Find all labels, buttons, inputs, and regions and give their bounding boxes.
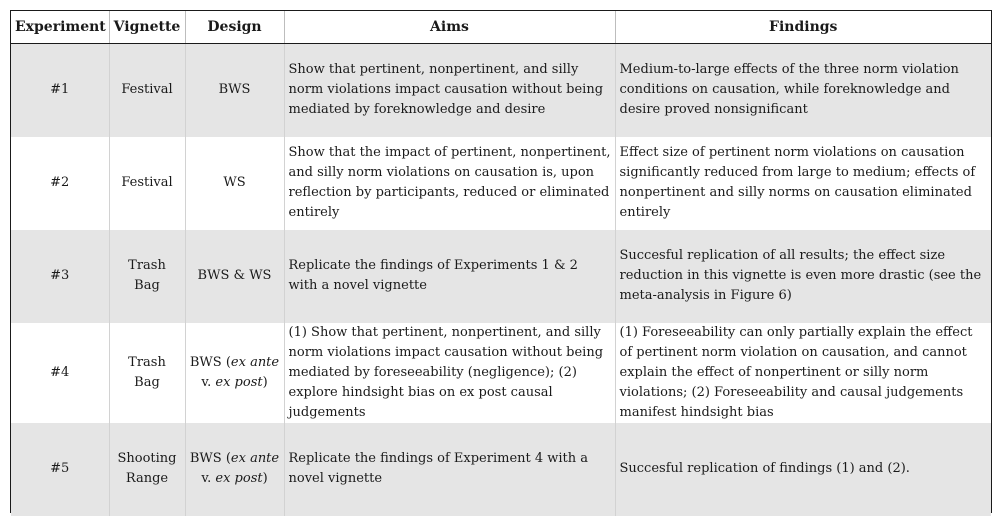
experiment-cell: #3 — [11, 230, 109, 323]
findings-cell: Succesful replication of findings (1) and (2). — [615, 423, 991, 516]
design-ex-post: ex post — [215, 471, 263, 486]
design-cell: BWS & WS — [185, 230, 284, 323]
findings-cell: Medium-to-large effects of the three norm violation conditions on causation, while foreknowledge and desire proved nonsignificant — [615, 44, 991, 137]
table-row — [11, 423, 991, 516]
design-cell — [185, 323, 284, 423]
vignette-cell: Trash Bag — [109, 323, 185, 423]
design-ex-post: ex post — [215, 374, 263, 390]
vignette-cell: Festival — [109, 137, 185, 230]
design-cell: WS — [185, 137, 284, 230]
design-text: ) — [262, 471, 268, 486]
design-text: v. — [201, 374, 216, 390]
header-aims: Aims — [284, 11, 615, 44]
header-row — [11, 11, 991, 44]
header-experiment: Experiment — [11, 11, 109, 44]
table-row — [11, 137, 991, 230]
experiment-cell: #4 — [11, 323, 109, 423]
findings-cell: Succesful replication of all results; the effect size reduction in this vignette is even more drastic (see the meta-analysis in Figure 6) — [615, 230, 991, 323]
experiment-cell: #1 — [11, 44, 109, 137]
design-cell: BWS — [185, 44, 284, 137]
experiments-table — [11, 11, 991, 516]
header-vignette: Vignette — [109, 11, 185, 44]
aims-cell: Show that pertinent, nonpertinent, and silly norm violations impact causation without being mediated by foreknowledge and desire — [284, 44, 615, 137]
vignette-cell: Festival — [109, 44, 185, 137]
table-row — [11, 323, 991, 423]
design-text: BWS ( — [189, 451, 231, 466]
design-ex-ante: ex ante — [230, 451, 280, 466]
table-row — [11, 230, 991, 323]
experiment-cell: #5 — [11, 423, 109, 516]
aims-cell: Replicate the findings of Experiment 4 with a novel vignette — [284, 423, 615, 516]
design-text: ) — [262, 374, 268, 390]
design-text: v. — [201, 471, 216, 486]
experiment-cell: #2 — [11, 137, 109, 230]
vignette-cell: Trash Bag — [109, 230, 185, 323]
findings-cell: Effect size of pertinent norm violations on causation significantly reduced from large to medium; effects of nonpertinent and silly norms on causation eliminated entirely — [619, 145, 976, 220]
aims-cell: Replicate the findings of Experiments 1 & 2 with a novel vignette — [284, 230, 615, 323]
vignette-cell: Shooting Range — [109, 423, 185, 516]
design-cell — [185, 423, 284, 516]
findings-cell: (1) Foreseeability can only partially explain the effect of pertinent norm violation on causation, and cannot explain the effect of nonpertinent or silly norm violations; (2) Foreseeability and causal judgements manifest hindsight bias — [619, 324, 973, 420]
aims-cell: (1) Show that pertinent, nonpertinent, and silly norm violations impact causation without being mediated by foreseeability (negligence); (2) explore hindsight bias on ex post causal judgements — [284, 323, 615, 423]
experiments-table-container — [10, 10, 992, 513]
design-text: BWS ( — [189, 354, 231, 370]
aims-cell: Show that the impact of pertinent, nonpertinent, and silly norm violations on causation is, upon reflection by participants, reduced or eliminated entirely — [284, 137, 615, 230]
header-findings: Findings — [615, 11, 991, 44]
header-design: Design — [185, 11, 284, 44]
table-row — [11, 44, 991, 137]
design-ex-ante: ex ante — [230, 354, 280, 370]
